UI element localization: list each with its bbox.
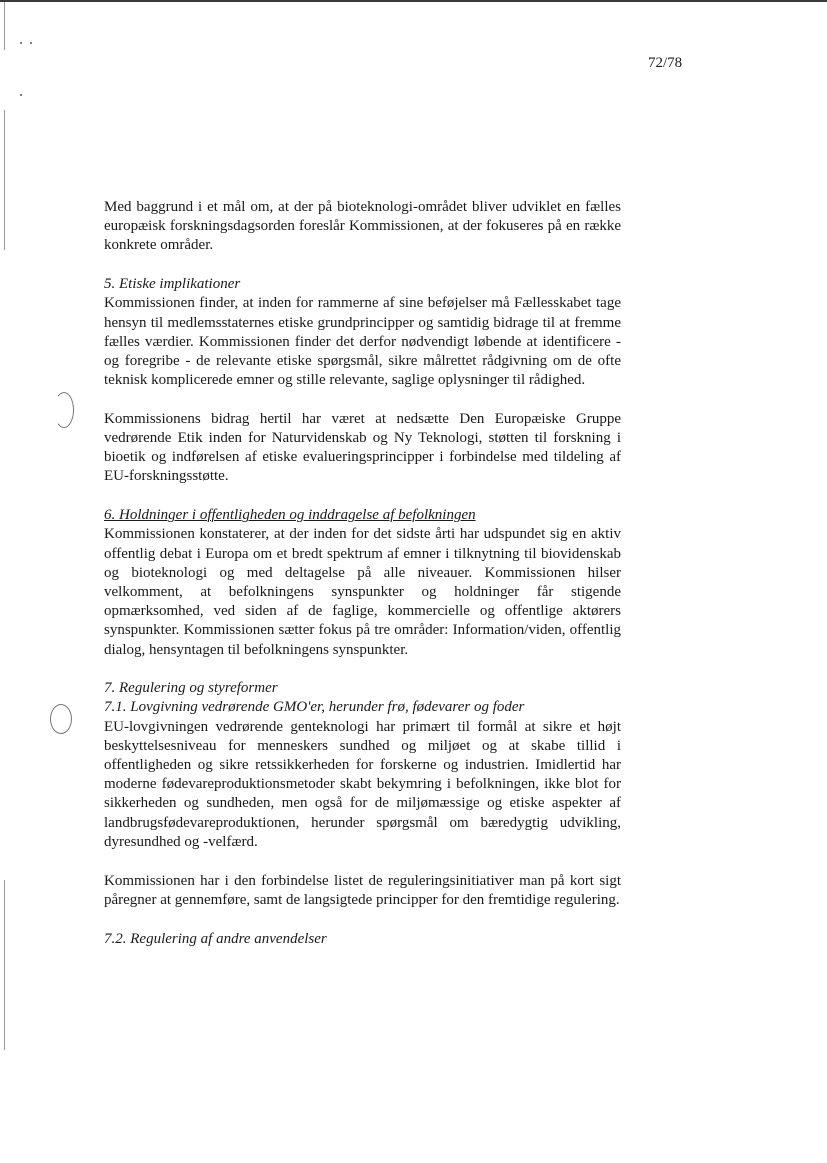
section-7-heading: 7. Regulering og styreformer bbox=[104, 680, 278, 697]
scan-left-edge bbox=[4, 880, 5, 1050]
section-7-1-heading: 7.1. Lovgivning vedrørende GMO'er, herunder frø, fødevarer og foder bbox=[104, 699, 525, 716]
section-5-paragraph-1: Kommissionen finder, at inden for rammerne af sine beføjelser må Fællesskabet tage hensyn til medlemsstaternes etiske grundprincipper og samtidig bidrage til at fremme fælles værdier. Kommissionen finder det derfor nødvendigt løbende at identificere - og foregribe - de relevante etiske spørgsmål, sikre målrettet rådgivning om de ofte teknisk komplicerede emner og stille relevante, saglige oplysninger til rådighed. bbox=[104, 295, 621, 389]
section-5-heading: 5. Etiske implikationer bbox=[104, 276, 241, 293]
section-7-1-paragraph-2: Kommissionen har i den forbindelse listet de reguleringsinitiativer man på kort sigt påregner at gennemføre, samt de langsigtede principper for den fremtidige regulering. bbox=[104, 872, 621, 908]
section-5-paragraph-2: Kommissionens bidrag hertil har været at nedsætte Den Europæiske Gruppe vedrørende Etik inden for Naturvidenskab og Ny Teknologi, støtten til forskning i bioetik og indførelsen af etiske evalueringsprincipper i forbindelse med tildeling af EU-forskningsstøtte. bbox=[104, 410, 621, 485]
scan-left-edge bbox=[4, 2, 5, 50]
section-7-1-paragraph-1: EU-lovgivningen vedrørende genteknologi har primært til formål at sikre et højt beskyttelsesniveau for menneskers sundhed og miljøet og at skabe tillid i offentligheden og sikre retssikkerheden for forskerne og industrien. Imidlertid har moderne fødevareproduktionsmetoder skabt bekymring i befolkningen, ikke blot for sikkerheden og sundheden, men også for de miljømæssige og etiske aspekter af landbrugsfødevareproduktionen, herunder spørgsmål om bæredygtig udvikling, dyresundhed og -velfærd. bbox=[104, 718, 621, 850]
section-6-paragraph-1: Kommissionen konstaterer, at der inden for det sidste årti har udspundet sig en aktiv offentlig debat i Europa om et bredt spektrum af emner i tilknytning til biovidenskab og bioteknologi og med deltagelse på alle niveauer. Kommissionen hilser velkomment, at befolkningens synspunkter og holdninger får stigende opmærksomhed, ved siden af de faglige, kommercielle og offentlige aktørers synspunkter. Kommissionen sætter fokus på tre områder: Information/viden, offentlig dialog, hensyntagen til befolkningens synspunkter. bbox=[104, 526, 621, 658]
punch-hole-mark bbox=[54, 392, 74, 428]
scan-speck bbox=[30, 42, 32, 44]
section-7-2-heading: 7.2. Regulering af andre anvendelser bbox=[104, 930, 327, 947]
page-number: 72/78 bbox=[648, 55, 683, 71]
document-body bbox=[104, 198, 621, 949]
scan-top-border bbox=[0, 0, 827, 2]
punch-hole-mark bbox=[50, 704, 72, 734]
scan-speck bbox=[20, 42, 22, 44]
section-6-heading: 6. Holdninger i offentligheden og inddragelse af befolkningen bbox=[104, 507, 476, 524]
scan-speck bbox=[20, 94, 22, 96]
intro-paragraph: Med baggrund i et mål om, at der på bioteknologi-området bliver udviklet en fælles europæisk forskningsdagsorden foreslår Kommissionen, at der fokuseres på en række konkrete områder. bbox=[104, 199, 621, 254]
scan-left-edge bbox=[4, 110, 5, 250]
